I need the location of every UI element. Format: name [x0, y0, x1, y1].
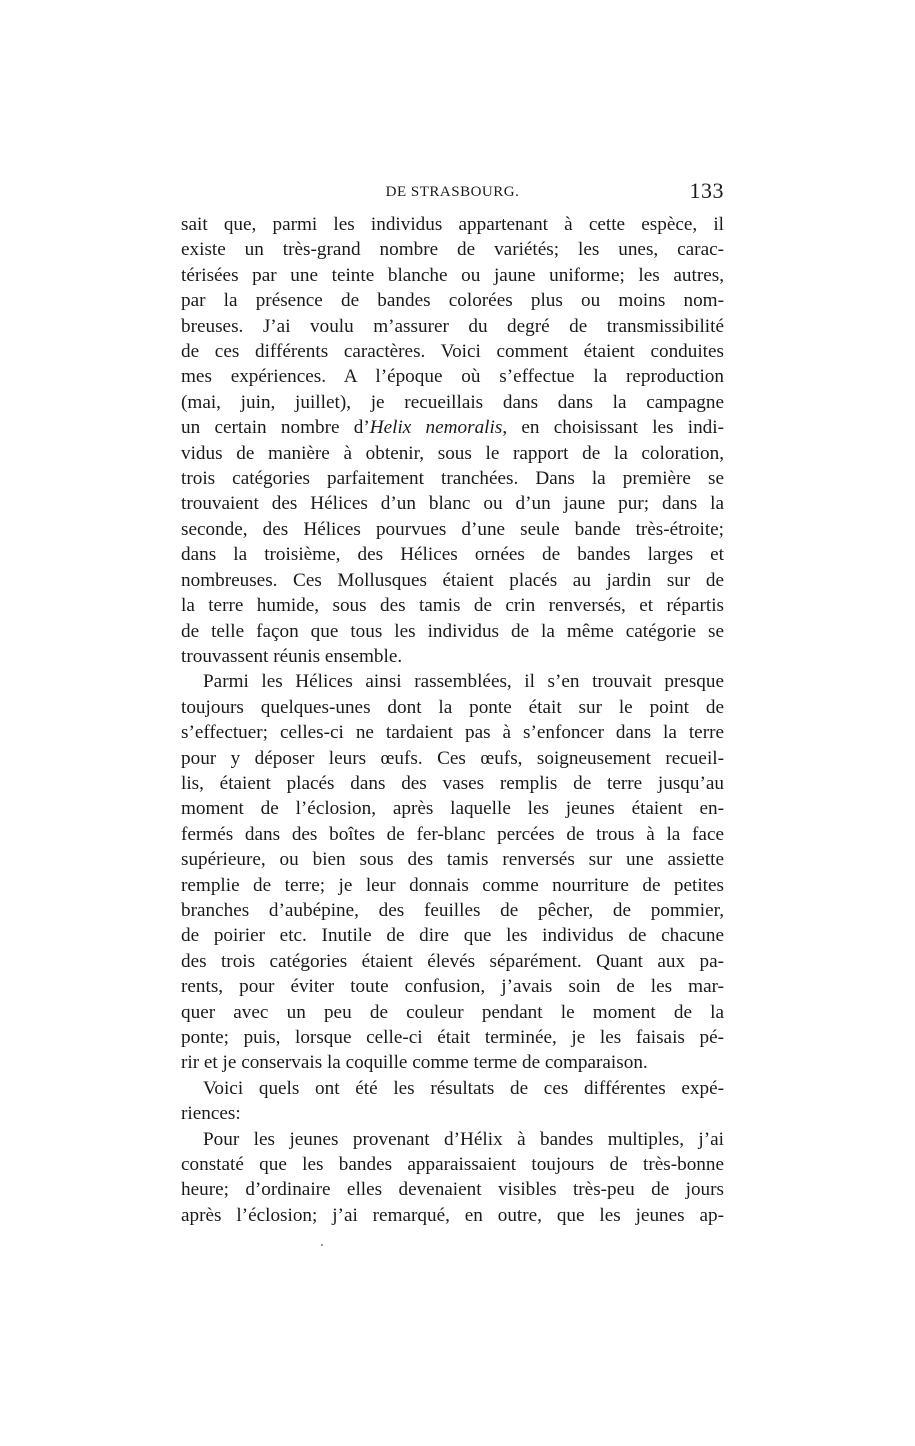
paragraph-2 — [181, 669, 724, 1076]
text-line: rir et je conservais la coquille comme terme de comparaison. — [181, 1052, 648, 1074]
text-line: seconde, des Hélices pourvues d’une seule bande très-étroite; — [181, 518, 724, 540]
text-line: de ces différents caractères. Voici comment étaient conduites — [181, 341, 724, 363]
text-line: heure; d’ordinaire elles devenaient visibles très-peu de jours — [181, 1179, 724, 1201]
text-line: mes expériences. A l’époque où s’effectue la reproduction — [181, 366, 724, 388]
text-line: moment de l’éclosion, après laquelle les jeunes étaient en- — [181, 798, 724, 820]
text-line: s’effectuer; celles-ci ne tardaient pas à s’enfoncer dans la terre — [181, 722, 724, 744]
text-line: remplie de terre; je leur donnais comme nourriture de petites — [181, 874, 724, 896]
running-title: DE STRASBOURG. — [385, 184, 520, 200]
text-line: riences: — [181, 1103, 241, 1125]
text-line: constaté que les bandes apparaissaient toujours de très-bonne — [181, 1154, 724, 1176]
text-line: supérieure, ou bien sous des tamis renversés sur une assiette — [181, 849, 724, 871]
ink-speck — [321, 1244, 323, 1246]
text-line: Pour les jeunes provenant d’Hélix à bandes multiples, j’ai — [203, 1128, 724, 1150]
text-line: dans la troisième, des Hélices ornées de bandes larges et — [181, 544, 724, 566]
text-line: breuses. J’ai voulu m’assurer du degré de transmissibilité — [181, 315, 724, 337]
text-line: Parmi les Hélices ainsi rassemblées, il s’en trouvait presque — [203, 671, 724, 693]
paragraph-4 — [181, 1127, 724, 1229]
text-line: Voici quels ont été les résultats de ces différentes expé- — [203, 1077, 724, 1099]
text-line: (mai, juin, juillet), je recueillais dans dans la campagne — [181, 391, 724, 413]
text-line: branches d’aubépine, des feuilles de pêcher, de pommier, — [181, 899, 724, 921]
text-line: des trois catégories étaient élevés séparément. Quant aux pa- — [181, 950, 724, 972]
book-page — [181, 172, 724, 1228]
text-line: trois catégories parfaitement tranchées. Dans la première se — [181, 468, 724, 490]
text-line: de telle façon que tous les individus de la même catégorie se — [181, 620, 724, 642]
page-number: 133 — [689, 178, 724, 203]
text-line: un certain nombre d’Helix nemoralis, en choisissant les indi- — [181, 417, 724, 439]
text-line: vidus de manière à obtenir, sous le rapport de la coloration, — [181, 442, 724, 464]
text-line: sait que, parmi les individus appartenant à cette espèce, il — [181, 214, 724, 235]
text-line: nombreuses. Ces Mollusques étaient placés au jardin sur de — [181, 569, 724, 591]
text-line: toujours quelques-unes dont la ponte était sur le point de — [181, 696, 724, 718]
paragraph-1 — [181, 212, 724, 669]
text-line: de poirier etc. Inutile de dire que les individus de chacune — [181, 925, 724, 947]
text-line: trouvassent réunis ensemble. — [181, 645, 403, 667]
paragraph-3 — [181, 1076, 724, 1127]
text-line: existe un très-grand nombre de variétés; les unes, carac- — [181, 239, 724, 261]
text-line: après l’éclosion; j’ai remarqué, en outre, que les jeunes ap- — [181, 1204, 724, 1226]
text-line: trouvaient des Hélices d’un blanc ou d’un jaune pur; dans la — [181, 493, 724, 515]
body-text — [181, 212, 724, 1228]
text-line: ponte; puis, lorsque celle-ci était terminée, je les faisais pé- — [181, 1027, 724, 1048]
text-line: quer avec un peu de couleur pendant le moment de la — [181, 1001, 724, 1023]
text-line: pour y déposer leurs œufs. Ces œufs, soigneusement recueil- — [181, 747, 724, 769]
text-line: rents, pour éviter toute confusion, j’avais soin de les mar- — [181, 976, 724, 998]
text-line: lis, étaient placés dans des vases remplis de terre jusqu’au — [181, 772, 724, 794]
text-line: la terre humide, sous des tamis de crin renversés, et répartis — [181, 595, 724, 617]
text-line: térisées par une teinte blanche ou jaune uniforme; les autres, — [181, 264, 724, 286]
running-head — [181, 172, 724, 212]
text-line: par la présence de bandes colorées plus ou moins nom- — [181, 290, 724, 312]
species-name: Helix nemoralis — [369, 417, 503, 439]
text-line: fermés dans des boîtes de fer-blanc percées de trous à la face — [181, 823, 724, 845]
